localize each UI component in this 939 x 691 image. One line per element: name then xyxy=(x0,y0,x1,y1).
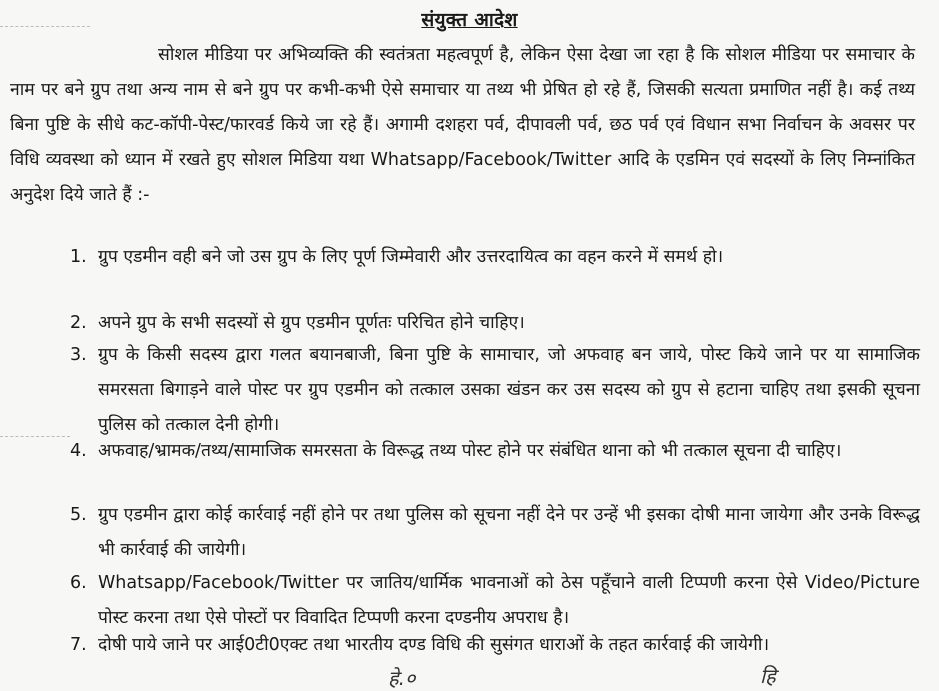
intro-paragraph xyxy=(10,38,915,213)
item-text: दोषी पाये जाने पर आई0टी0एक्ट तथा भारतीय दण्ड विधि की सुसंगत धाराओं के तहत कार्रवाई की जायेगी। xyxy=(98,635,770,655)
item-number: 4. xyxy=(70,441,87,461)
item-text: अफवाह/भ्रामक/तथ्य/सामाजिक समरसता के विरूद्ध तथ्य पोस्ट होने पर संबंधित थाना को भी तत्काल सूचना दी चाहिए। xyxy=(98,441,842,461)
list-item xyxy=(70,434,920,469)
item-number: 3. xyxy=(70,345,87,365)
signature-mark: हि xyxy=(760,664,776,688)
document-title: संयुक्त आदेश xyxy=(421,9,518,31)
item-number: 2. xyxy=(70,313,87,333)
list-item xyxy=(70,498,920,568)
item-number: 1. xyxy=(70,247,87,267)
item-text: अपने ग्रुप के सभी सदस्यों से ग्रुप एडमीन पूर्णतः परिचित होने चाहिए। xyxy=(98,313,525,333)
signature-mark: हे.० xyxy=(388,666,416,690)
list-item xyxy=(70,628,920,663)
list-item xyxy=(70,240,920,275)
item-text: ग्रुप एडमीन द्वारा कोई कार्रवाई नहीं होने पर तथा पुलिस को सूचना नहीं देने पर उन्हें भी इसका दोषी माना जायेगा और उनके विरूद्ध भी कार्रवाई की जायेगी। xyxy=(98,505,920,560)
item-text: ग्रुप एडमीन वही बने जो उस ग्रुप के लिए पूर्ण जिम्मेवारी और उत्तरदायित्व का वहन करने में समर्थ हो। xyxy=(98,247,724,267)
list-item xyxy=(70,306,920,341)
intro-text: सोशल मीडिया पर अभिव्यक्ति की स्वतंत्रता महत्वपूर्ण है, लेकिन ऐसा देखा जा रहा है कि सोशल मीडिया पर समाचार के नाम पर बने ग्रुप तथा अन्य नाम से बने ग्रुप पर कभी-कभी ऐसे समाचार या तथ्य भी प्रेषित हो रहे हैं, जिसकी सत्यता प्रमाणित नहीं है। कई तथ्य बिना पुष्टि के सीधे कट-कॉपी-पेस्ट/फारवर्ड किये जा रहे हैं। अगामी दशहरा पर्व, दीपावली पर्व, छठ पर्व एवं विधान सभा निर्वाचन के अवसर पर विधि व्यवस्था को ध्यान में रखते हुए सोशल मिडिया यथा Whatsapp/Facebook/Twitter आदि के एडमिन एवं सदस्यों के लिए निम्नांकित अनुदेश दिये जाते हैं :- xyxy=(10,45,915,205)
item-number: 7. xyxy=(70,635,87,655)
list-item xyxy=(70,566,920,636)
scan-artifact-line xyxy=(0,436,70,438)
list-item xyxy=(70,338,920,443)
item-number: 6. xyxy=(70,573,87,593)
item-text: Whatsapp/Facebook/Twitter पर जातिय/धार्मिक भावनाओं को ठेस पहूँचाने वाली टिप्पणी करना ऐसे Video/Picture पोस्ट करना तथा ऐसे पोस्टों पर विवादित टिप्पणी करना दण्डनीय अपराध है। xyxy=(98,573,920,628)
item-text: ग्रुप के किसी सदस्य द्वारा गलत बयानबाजी, बिना पुष्टि के सामाचार, जो अफवाह बन जाये, पोस्ट किये जाने पर या सामाजिक समरसता बिगाड़ने वाले पोस्ट पर ग्रुप एडमीन को तत्काल उसका खंडन कर उस सदस्य को ग्रुप से हटाना चाहिए तथा इसकी सूचना पुलिस को तत्काल देनी होगी। xyxy=(98,345,920,435)
item-number: 5. xyxy=(70,505,87,525)
